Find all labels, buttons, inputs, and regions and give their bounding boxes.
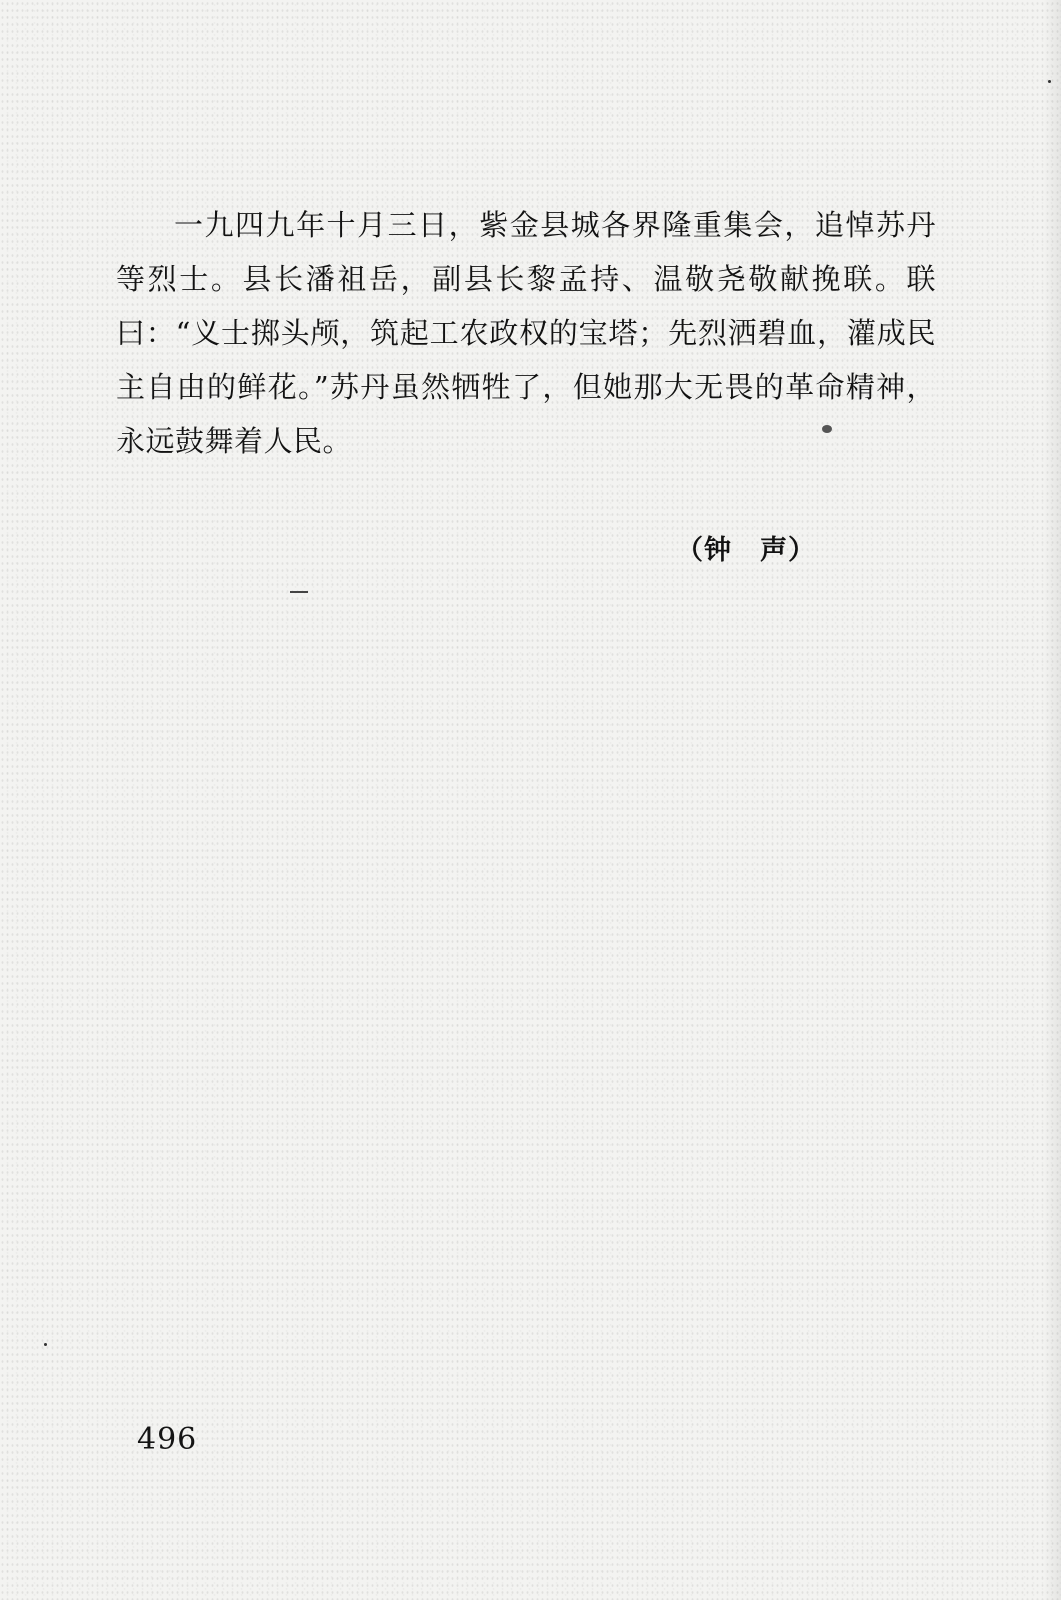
page-number: 496	[137, 1422, 198, 1457]
ink-speck	[44, 1343, 47, 1346]
ink-mark	[290, 591, 308, 593]
ink-speck	[822, 425, 832, 433]
author-attribution: （钟 声）	[676, 535, 816, 566]
page-edge-shadow	[1043, 0, 1061, 1600]
body-paragraph: 一九四九年十月三日，紫金县城各界隆重集会，追悼苏丹等烈士。县长潘祖岳，副县长黎孟持、温敬尧敬献挽联。联曰：“义士掷头颅，筑起工农政权的宝塔；先烈洒碧血，灌成民主自由的鲜花。”苏丹虽然牺牲了，但她那大无畏的革命精神，永远鼓舞着人民。	[116, 208, 936, 458]
